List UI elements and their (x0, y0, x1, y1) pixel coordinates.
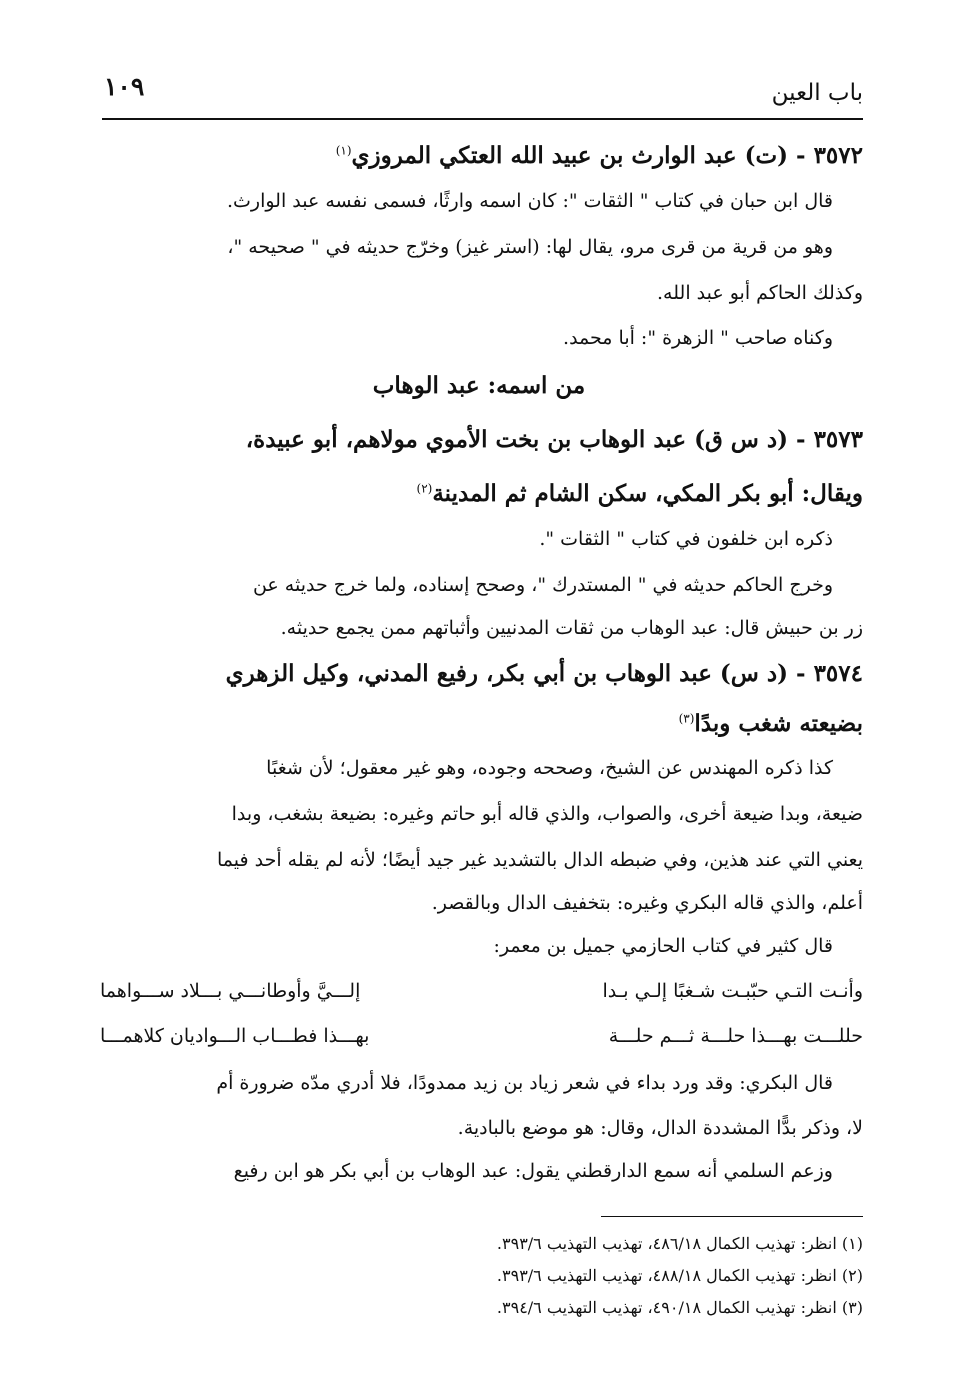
verse-hemistich: وأنـت التـي حبّبـت شـغبًا إلـي بـدا (602, 980, 863, 1002)
entry-3573-line-2: وخرج الحاكم حديثه في " المستدرك "، وصحح إسناده، ولما خرج حديثه عن (252, 574, 833, 596)
footnote-rule (601, 1216, 863, 1217)
header-rule (102, 118, 863, 120)
entry-3572-line-4: وكناه صاحب " الزهرة ": أبا محمد. (563, 327, 833, 349)
verse-row (100, 980, 863, 1002)
chapter-title: باب العين (771, 80, 863, 106)
entry-3574-line-1: كذا ذكره المهندس عن الشيخ، وصححه وجوده، وهو غير معقول؛ لأن شغبًا (266, 757, 833, 779)
entry-3574-heading-line-2: بضيعته شغب وبدًا$^{(٣)}$ (678, 710, 863, 737)
entry-3574-heading-line-1: ٣٥٧٤ - (د س) عبد الوهاب بن أبي بكر، رفيع المدني، وكيل الزهري (225, 660, 863, 687)
verse-hemistich: إلـــيَّ وأوطانـــي بـــلاد ســـواهما (100, 980, 361, 1002)
entry-3574-line-2: ضيعة، وبدا ضيعة أخرى، والصواب، والذي قاله أبو حاتم وغيره: بضيعة بشغب، وبدا (231, 803, 863, 825)
entry-3574-line-4: أعلم، والذي قاله البكري وغيره: بتخفيف الدال وبالقصر. (431, 892, 863, 914)
entry-3572-heading: ٣٥٧٢ - (ت) عبد الوارث بن عبيد الله العتكي المروزي$^{(١)}$ (335, 142, 863, 169)
verse-hemistich: حللـــت بهـــذا حلـــة ثـــم حلـــة (608, 1025, 863, 1047)
footnote-1: (١) انظر: تهذيب الكمال ٤٨٦/١٨، تهذيب التهذيب ٣٩٣/٦. (496, 1234, 863, 1253)
entry-3572-line-3: وكذلك الحاكم أبو عبد الله. (657, 282, 863, 304)
verse-row (100, 1025, 863, 1047)
entry-3574-after-line-2: لا، وذكر بدًّا المشددة الدال، وقال: هو موضع بالبادية. (457, 1117, 863, 1139)
entry-3573-heading-line-1: ٣٥٧٣ - (د س ق) عبد الوهاب بن بخت الأموي مولاهم، أبو عبيدة، (245, 426, 863, 453)
entry-3573-line-1: ذكره ابن خلفون في كتاب " الثقات ". (539, 528, 833, 550)
section-title: من اسمه: عبد الوهاب (372, 372, 586, 399)
footnote-ref-1[interactable]: (١) (335, 143, 352, 158)
entry-3572-line-2: وهو من قرية من قرى مرو، يقال لها: (استر غيز) وخرّج حديثه في " صحيحه "، (227, 236, 833, 258)
entry-3573-heading-line-2: ويقال: أبو بكر المكي، سكن الشام ثم المدينة$^{(٢)}$ (416, 480, 863, 507)
footnote-ref-2[interactable]: (٢) (416, 481, 433, 496)
entry-3573-line-3: زر بن حبيش قال: عبد الوهاب من ثقات المدنيين وأثباتهم ممن يجمع حديثه. (280, 617, 863, 639)
entry-3574-after-line-1: قال البكري: وقد ورد بداء في شعر زياد بن زيد ممدودًا، فلا أدري مدّه ضرورة أم (216, 1072, 833, 1094)
footnote-ref-3[interactable]: (٣) (678, 711, 695, 726)
entry-3572-line-1: قال ابن حبان في كتاب " الثقات ": كان اسمه وارثًا، فسمى نفسه عبد الوارث. (226, 190, 833, 212)
footnote-2: (٢) انظر: تهذيب الكمال ٤٨٨/١٨، تهذيب التهذيب ٣٩٣/٦. (496, 1266, 863, 1285)
entry-3574-line-5: قال كثير في كتاب الحازمي جميل بن معمر: (493, 935, 833, 957)
page-number: ١٠٩ (104, 72, 145, 101)
verse-hemistich: بهـــذا فطـــاب الـــواديان كلاهمـــا (100, 1025, 370, 1047)
entry-3574-line-3: يعني التي عند هذين، وفي ضبطه الدال بالتشديد غير جيد أيضًا؛ لأنه لم يقله أحد فيما (217, 849, 863, 871)
footnote-3: (٣) انظر: تهذيب الكمال ٤٩٠/١٨، تهذيب التهذيب ٣٩٤/٦. (496, 1298, 863, 1317)
entry-3574-after-line-3: وزعم السلمي أنه سمع الدارقطني يقول: عبد الوهاب بن أبي بكر هو ابن رفيع (233, 1160, 833, 1182)
